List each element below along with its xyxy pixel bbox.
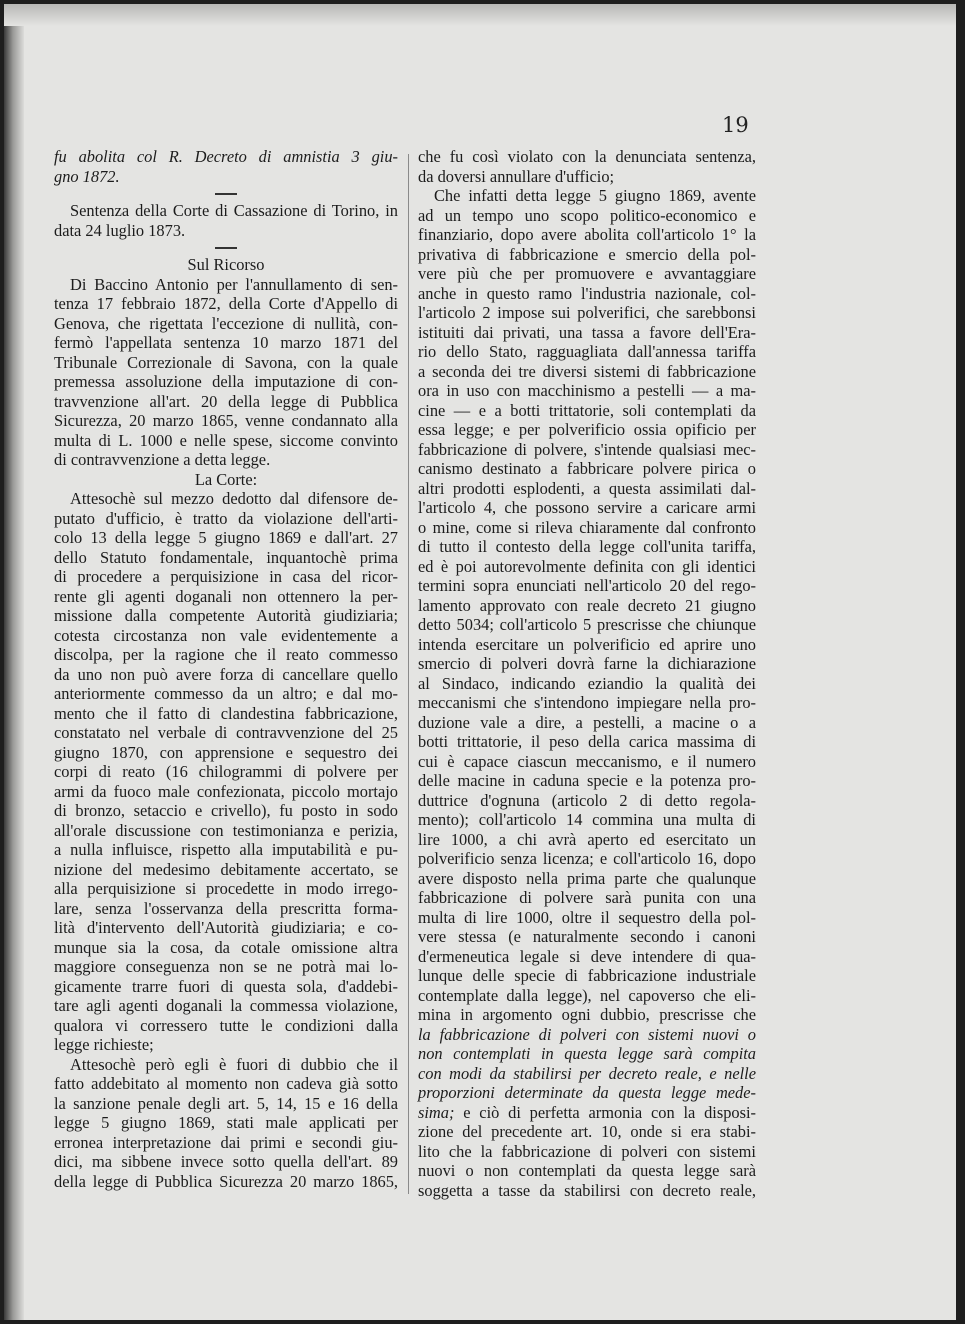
text-line: duttrice d'ognuna (articolo 2 di detto regola-	[418, 790, 756, 810]
text-line: a seconda dei tre diversi sistemi di fabbricazione	[418, 361, 756, 381]
text-line: botti trittatorie, il peso della carica massima di	[418, 732, 756, 751]
separator-dash	[215, 193, 237, 195]
text-line: non contemplati in questa legge sarà compita	[418, 1044, 756, 1063]
text-line: gicamente trarre fuori di questa sola, d'addebi-	[54, 976, 398, 996]
text-line: legge richieste;	[54, 1035, 154, 1054]
text-line: corpi di reato (16 chilogrammi di polvere per	[54, 762, 398, 781]
text-line: all'orale discussione con testimonianza e perizia,	[54, 820, 398, 840]
text-line: termini sopra enunciati nell'articolo 20 del rego-	[418, 576, 756, 595]
text-line: nuovi o non contemplati da questa legge sarà	[418, 1161, 756, 1180]
text-line: dici, ma sibbene invece sotto quella dell'art. 89	[54, 1152, 398, 1171]
text-line: cotesta circostanza non vale evidentemente a	[54, 625, 398, 645]
text-line: meccanismi che s'intendono impiegare nella pro-	[418, 693, 756, 712]
text-line: fu abolita col R. Decreto di amnistia 3 giu-	[54, 147, 398, 166]
document-page	[4, 4, 956, 1320]
corte-title: La Corte:	[194, 469, 258, 489]
text-line: cui è capace ciascun meccanismo, e il numero	[418, 751, 756, 771]
text-line: fatto addebitato al momento non cadeva già sotto	[54, 1074, 398, 1093]
text-line: armi da fuoco male confezionata, piccolo mortajo	[54, 781, 398, 801]
text-line: contemplate dalla legge), nel capoverso che eli-	[418, 985, 756, 1005]
text-line: avere disposto nella prima parte che qualunque	[418, 868, 756, 888]
text-line: duzione vale a dire, a pestelli, a macine o a	[418, 712, 756, 732]
text-line: lito che la fabbricazione di polveri con sistemi	[418, 1141, 756, 1161]
text-line: l'articolo 4, che possono servire a caricare armi	[418, 498, 756, 517]
text-line: missione dalla competente Autorità giudiziaria;	[54, 606, 398, 625]
text-line: della legge di Pubblica Sicurezza 20 marzo 1865,	[54, 1171, 398, 1191]
text-line: nizione del medesimo debitamente accertato, se	[54, 859, 398, 879]
text-line: da doversi annullare d'ufficio;	[418, 166, 615, 186]
text-line: essa legge; e per polverificio ossia opificio per	[418, 420, 756, 439]
text-line: qualora vi corressero tutte le condizioni dalla	[54, 1015, 398, 1035]
text-line: anteriormente commesso da un altro; e dal mo-	[54, 684, 398, 703]
text-line: con modi da stabilirsi per decreto reale, e nelle	[418, 1063, 756, 1083]
text-line: giugno 1870, con apprensione e sequestro dei	[54, 742, 398, 762]
text-line: fermò l'appellata sentenza 10 marzo 1871 del	[54, 333, 398, 352]
text-line: mento); coll'articolo 14 commina una multa di	[418, 810, 756, 829]
text-line: ad un tempo uno scopo politico-economico e	[418, 205, 756, 225]
text-line: fabbricazione di polvere sarà punita con una	[418, 888, 756, 907]
ricorso-paragraph	[54, 275, 398, 470]
text-line: travvenzione all'art. 20 della legge di Pubblica	[54, 391, 398, 411]
text-line: rio dello Stato, ragguagliata dall'annessa tariffa	[418, 342, 756, 361]
text-line: lire 1000, a chi avrà aperto ed esercitato un	[418, 829, 756, 849]
sentenza-heading	[54, 201, 398, 240]
text-line: lità d'intervento dell'Autorità giudiziaria; e co-	[54, 918, 398, 937]
text-line: mento che il fatto di clandestina fabbricazione,	[54, 703, 398, 723]
text-line: colo 13 della legge 5 giugno 1869 e dall'art. 27	[54, 528, 398, 547]
text-line: finanziario, dopo avere abolita coll'articolo 1° la	[418, 225, 756, 244]
text-line: Sicurezza, 20 marzo 1865, venne condannato alla	[54, 411, 398, 430]
main-paragraph	[418, 186, 756, 1200]
text-line: altri prodotti esplodenti, a questa assimilati dal-	[418, 478, 756, 498]
text-line: vere stessa (e naturalmente secondo i canoni	[418, 927, 756, 946]
text-line: polverificio senza licenza; e coll'articolo 16, dopo	[418, 849, 756, 868]
text-line: putato d'ufficio, è tratto da violazione dell'arti-	[54, 508, 398, 528]
left-column	[54, 147, 398, 1191]
text-line: al Sindaco, indicando eziandio la qualità dei	[418, 673, 756, 693]
text-line: che fu così violato con la denunciata sentenza,	[418, 147, 756, 166]
text-line: istituiti dai privati, una tassa a favore dell'Era-	[418, 322, 756, 342]
text-line: rente gli agenti doganali non ottennero la per-	[54, 586, 398, 606]
text-line: privativa di fabbricazione e smercio della pol-	[418, 244, 756, 264]
text-line: zione del precedente art. 10, onde si era stabi-	[418, 1122, 756, 1141]
text-line: di tutto il contesto della legge coll'unita tariffa,	[418, 537, 756, 556]
text-line: lunque delle specie di fabbricazione industriale	[418, 966, 756, 985]
paragraph-1	[54, 489, 398, 1055]
text-line: multa di lire 1000, oltre il sequestro della pol-	[418, 907, 756, 927]
text-line: data 24 luglio 1873.	[54, 220, 186, 240]
text-line: tare agli agenti doganali la commessa violazione,	[54, 996, 398, 1015]
text-line: gno 1872.	[54, 166, 120, 186]
text-line: lare, senza l'osservanza della prescritta forma-	[54, 898, 398, 918]
text-line: constatato nel verbale di contravvenzione del 25	[54, 723, 398, 742]
text-line: o mine, come si rileva chiaramente dal confronto	[418, 517, 756, 537]
text-line: Di Baccino Antonio per l'annullamento di sen-	[70, 274, 398, 294]
intro-paragraph	[418, 147, 756, 186]
text-line: Attesochè sul mezzo dedotto dal difensore de-	[70, 489, 398, 508]
text-line: sima; e ciò di perfetta armonia con la disposi-	[418, 1102, 756, 1122]
header-note	[54, 147, 398, 186]
text-line: maggiore conseguenza non se ne potrà mai lo-	[54, 957, 398, 976]
text-line: Sentenza della Corte di Cassazione di Torino, in	[70, 201, 398, 220]
page-number: 19	[722, 113, 749, 137]
right-column	[418, 147, 756, 1200]
text-line: Tribunale Correzionale di Savona, con la quale	[54, 352, 398, 372]
text-line: tenza 17 febbraio 1872, della Corte d'Appello di	[54, 294, 398, 313]
text-line: di contravvenzione a detta legge.	[54, 450, 271, 469]
text-line: mina in argomento ogni dubbio, prescrisse che	[418, 1005, 756, 1024]
text-line: l'articolo 2 impose sui polverifici, che sarebbonsi	[418, 303, 756, 322]
text-line: delle macine in caduna specie e la potenza pro-	[418, 771, 756, 790]
text-line: di procedere a perquisizione in casa del ricor-	[54, 567, 398, 586]
text-line: Attesochè però egli è fuori di dubbio che il	[70, 1054, 398, 1074]
column-divider	[408, 154, 409, 1194]
text-line: cine — e a botti trittatorie, soli contemplati da	[418, 400, 756, 420]
text-line: Che infatti detta legge 5 giugno 1869, avente	[434, 186, 756, 205]
text-line: multa di L. 1000 e nelle spese, siccome convinto	[54, 430, 398, 450]
text-line: legge 5 giugno 1869, stati male applicati per	[54, 1113, 398, 1132]
text-line: premessa assoluzione della imputazione di con-	[54, 372, 398, 391]
text-line: ora in uso con macchinismo a pestelli — a ma-	[418, 381, 756, 400]
separator-dash	[215, 247, 237, 249]
text-line: vere più che per promuovere e avvantaggiare	[418, 264, 756, 283]
text-line: soggetta a tasse da stabilirsi con decreto reale,	[418, 1180, 756, 1200]
text-line: erronea interpretazione dai primi e secondi giu-	[54, 1132, 398, 1152]
text-line: munque sia la cosa, da cotale omissione altra	[54, 937, 398, 957]
text-line: detto 5034; coll'articolo 5 prescrisse che chiunque	[418, 615, 756, 634]
text-line: lamento approvato con reale decreto 21 giugno	[418, 595, 756, 615]
text-line: ed è poi autorevolmente definita con gli identici	[418, 556, 756, 576]
text-line: a nulla influisce, rispetto alla imputabilità e pu-	[54, 840, 398, 859]
text-line: intenda esercitare un polverificio ed aprire uno	[418, 634, 756, 654]
paragraph-2	[54, 1055, 398, 1192]
text-line: la sanzione penale degli art. 5, 14, 15 e 16 della	[54, 1093, 398, 1113]
text-line: canismo destinato a fabbricare polvere pirica o	[418, 459, 756, 478]
text-line: discolpa, per la ragione che il reato commesso	[54, 645, 398, 664]
text-line: smercio di polveri dovrà farne la dichiarazione	[418, 654, 756, 673]
text-line: d'ermeneutica legale si deve intendere di qua-	[418, 946, 756, 966]
text-line: anche in questo ramo l'industria nazionale, col-	[418, 283, 756, 303]
text-line: Genova, che rigettata l'eccezione di nullità, con-	[54, 313, 398, 333]
text-line: fabbricazione di polvere, s'intende qualsiasi mec-	[418, 439, 756, 459]
text-line: la fabbricazione di polveri con sistemi nuovi o	[418, 1024, 756, 1044]
ricorso-title: Sul Ricorso	[187, 255, 265, 274]
text-line: di bronzo, setaccio e crivello), fu posto in sodo	[54, 801, 398, 820]
text-line: dello Statuto fondamentale, inquantochè prima	[54, 547, 398, 567]
text-line: da uno non può avere forza di cancellare quello	[54, 664, 398, 684]
text-line: proporzioni determinate da questa legge mede-	[418, 1083, 756, 1102]
text-line: alla perquisizione si procedette in modo irrego-	[54, 879, 398, 898]
